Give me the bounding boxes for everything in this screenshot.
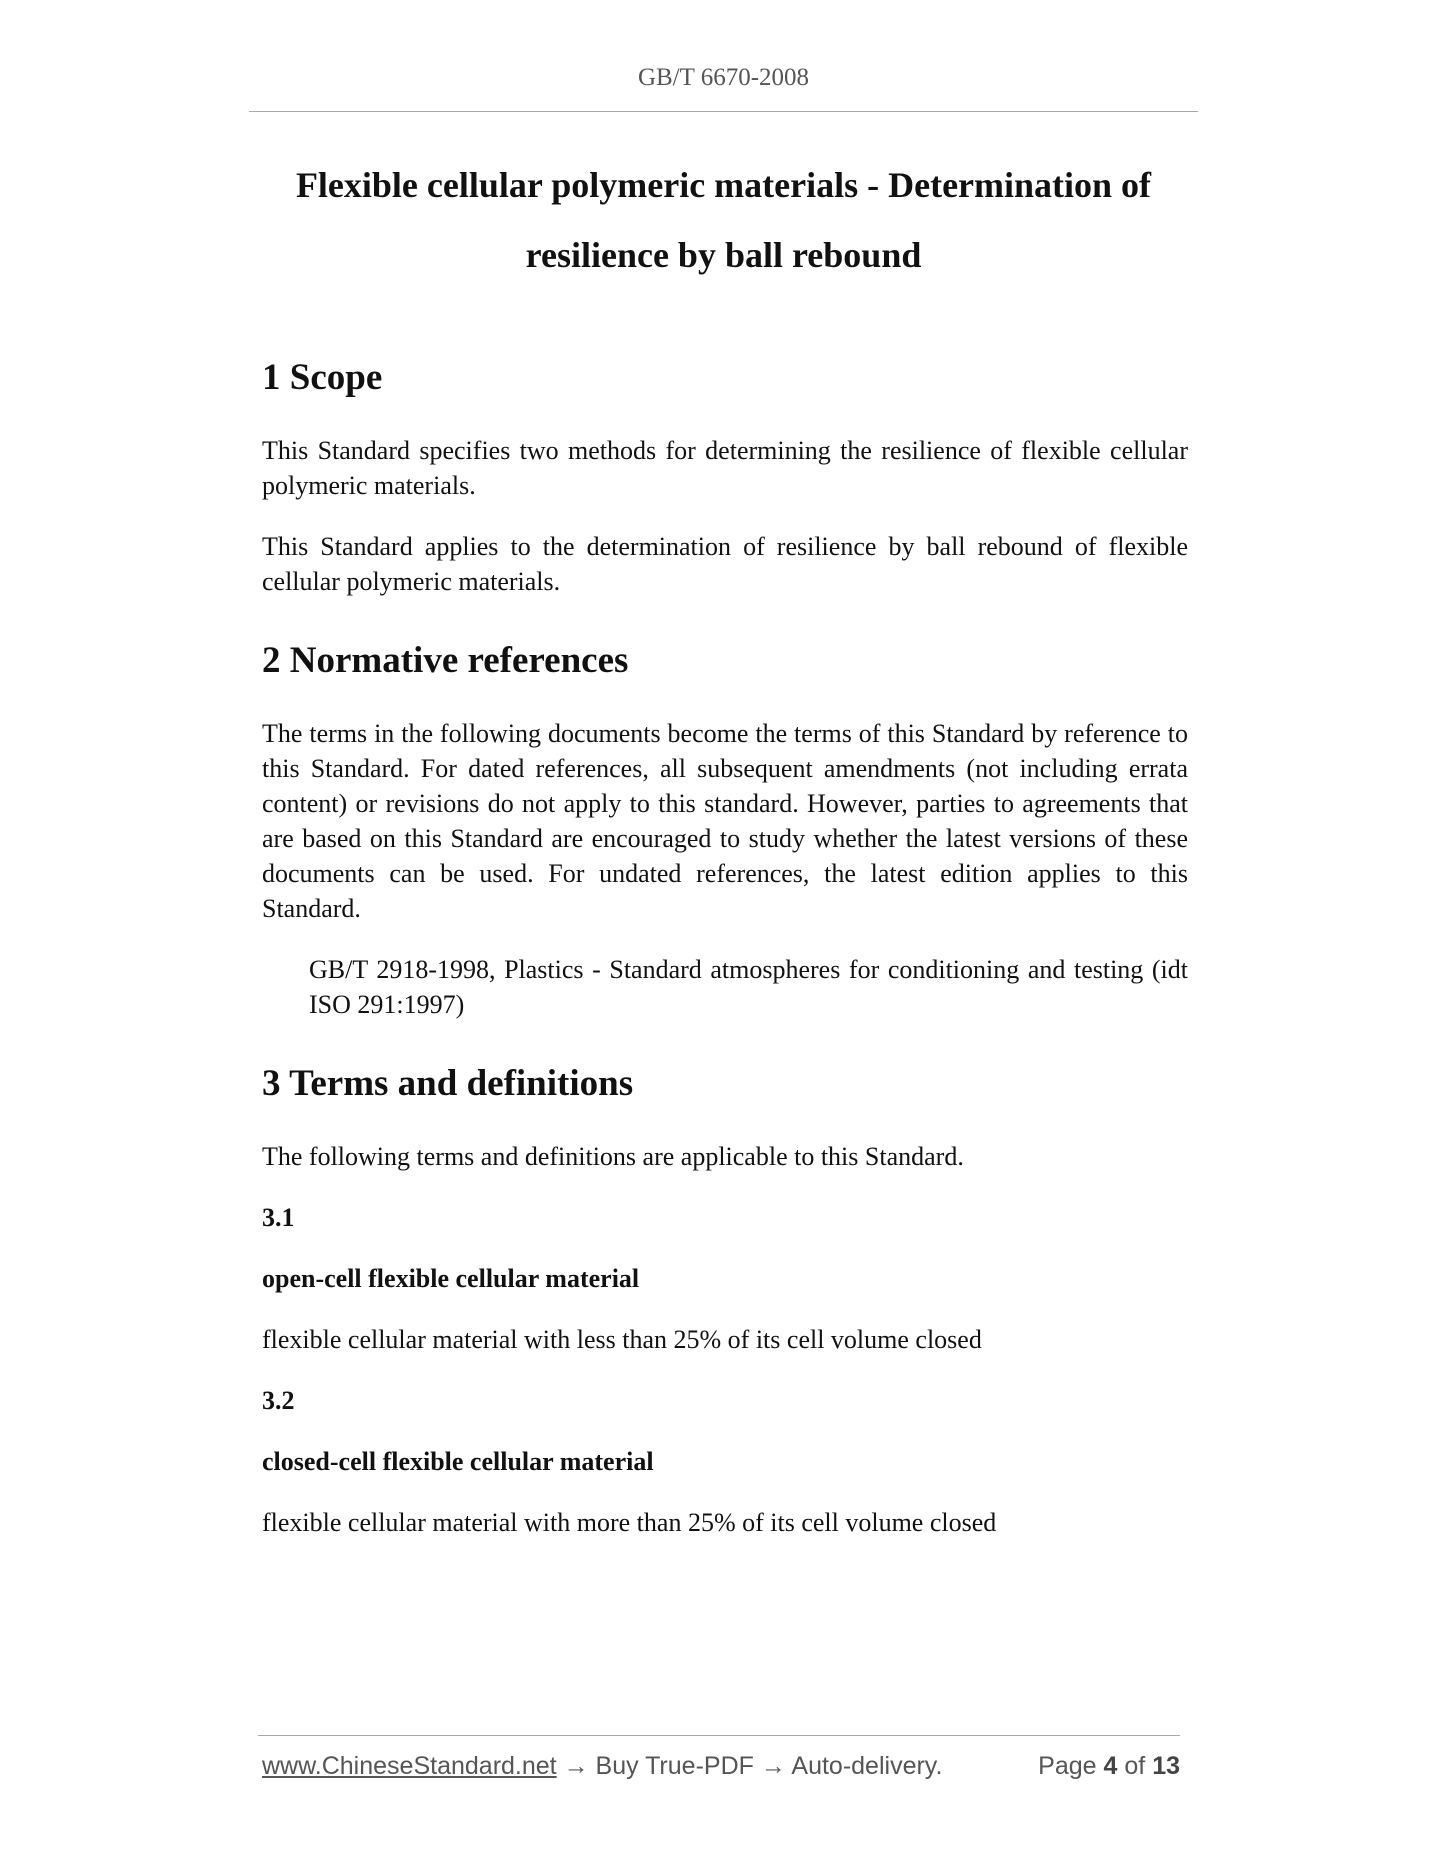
term-number: 3.2 [262, 1386, 295, 1415]
header-divider [249, 111, 1198, 112]
term-number: 3.1 [262, 1203, 295, 1232]
total-pages-number: 13 [1152, 1752, 1180, 1780]
terms-intro: The following terms and definitions are applicable to this Standard. [262, 1142, 964, 1171]
normative-paragraph: The terms in the following documents become the terms of this Standard by reference to this Standard. For dated references, all subsequent amendments (not including errata content) or revisions do not apply to this standard. However, parties to agreements that are based on this Standard are encouraged to study whether the latest versions of these documents can be used. For undated references, the latest edition applies to this Standard. [262, 719, 1188, 923]
footer-promo [262, 1752, 942, 1781]
page-footer [262, 1752, 1180, 1788]
scope-paragraph-2: This Standard applies to the determination of resilience by ball rebound of flexible cellular polymeric materials. [262, 532, 1188, 596]
page-counter [1038, 1752, 1180, 1781]
website-link[interactable]: www.ChineseStandard.net [262, 1752, 557, 1780]
term-definition: flexible cellular material with more than 25% of its cell volume closed [262, 1508, 997, 1537]
section-heading-normative-references: 2 Normative references [262, 640, 629, 681]
section-heading-scope: 1 Scope [262, 357, 383, 398]
title-line-1: Flexible cellular polymeric materials - Determination of [295, 165, 1152, 205]
normative-reference-item: GB/T 2918-1998, Plastics - Standard atmospheres for conditioning and testing (idt ISO 291:1997) [309, 955, 1188, 1019]
footer-divider [258, 1735, 1180, 1736]
term-name: open-cell flexible cellular material [262, 1264, 640, 1293]
title-line-2: resilience by ball rebound [525, 235, 922, 275]
section-heading-terms: 3 Terms and definitions [262, 1063, 634, 1104]
footer-promo-text: → Buy True-PDF → Auto-delivery. [556, 1752, 943, 1780]
scope-paragraph-1: This Standard specifies two methods for determining the resilience of flexible cellular polymeric materials. [262, 436, 1188, 500]
term-definition: flexible cellular material with less than 25% of its cell volume closed [262, 1325, 982, 1354]
page-label: Page [1038, 1752, 1097, 1780]
running-header: GB/T 6670-2008 [637, 64, 810, 91]
document-body [262, 356, 1188, 1540]
current-page-number: 4 [1103, 1752, 1118, 1780]
term-name: closed-cell flexible cellular material [262, 1447, 654, 1476]
document-title [249, 150, 1198, 290]
page-of-label: of [1124, 1752, 1146, 1780]
